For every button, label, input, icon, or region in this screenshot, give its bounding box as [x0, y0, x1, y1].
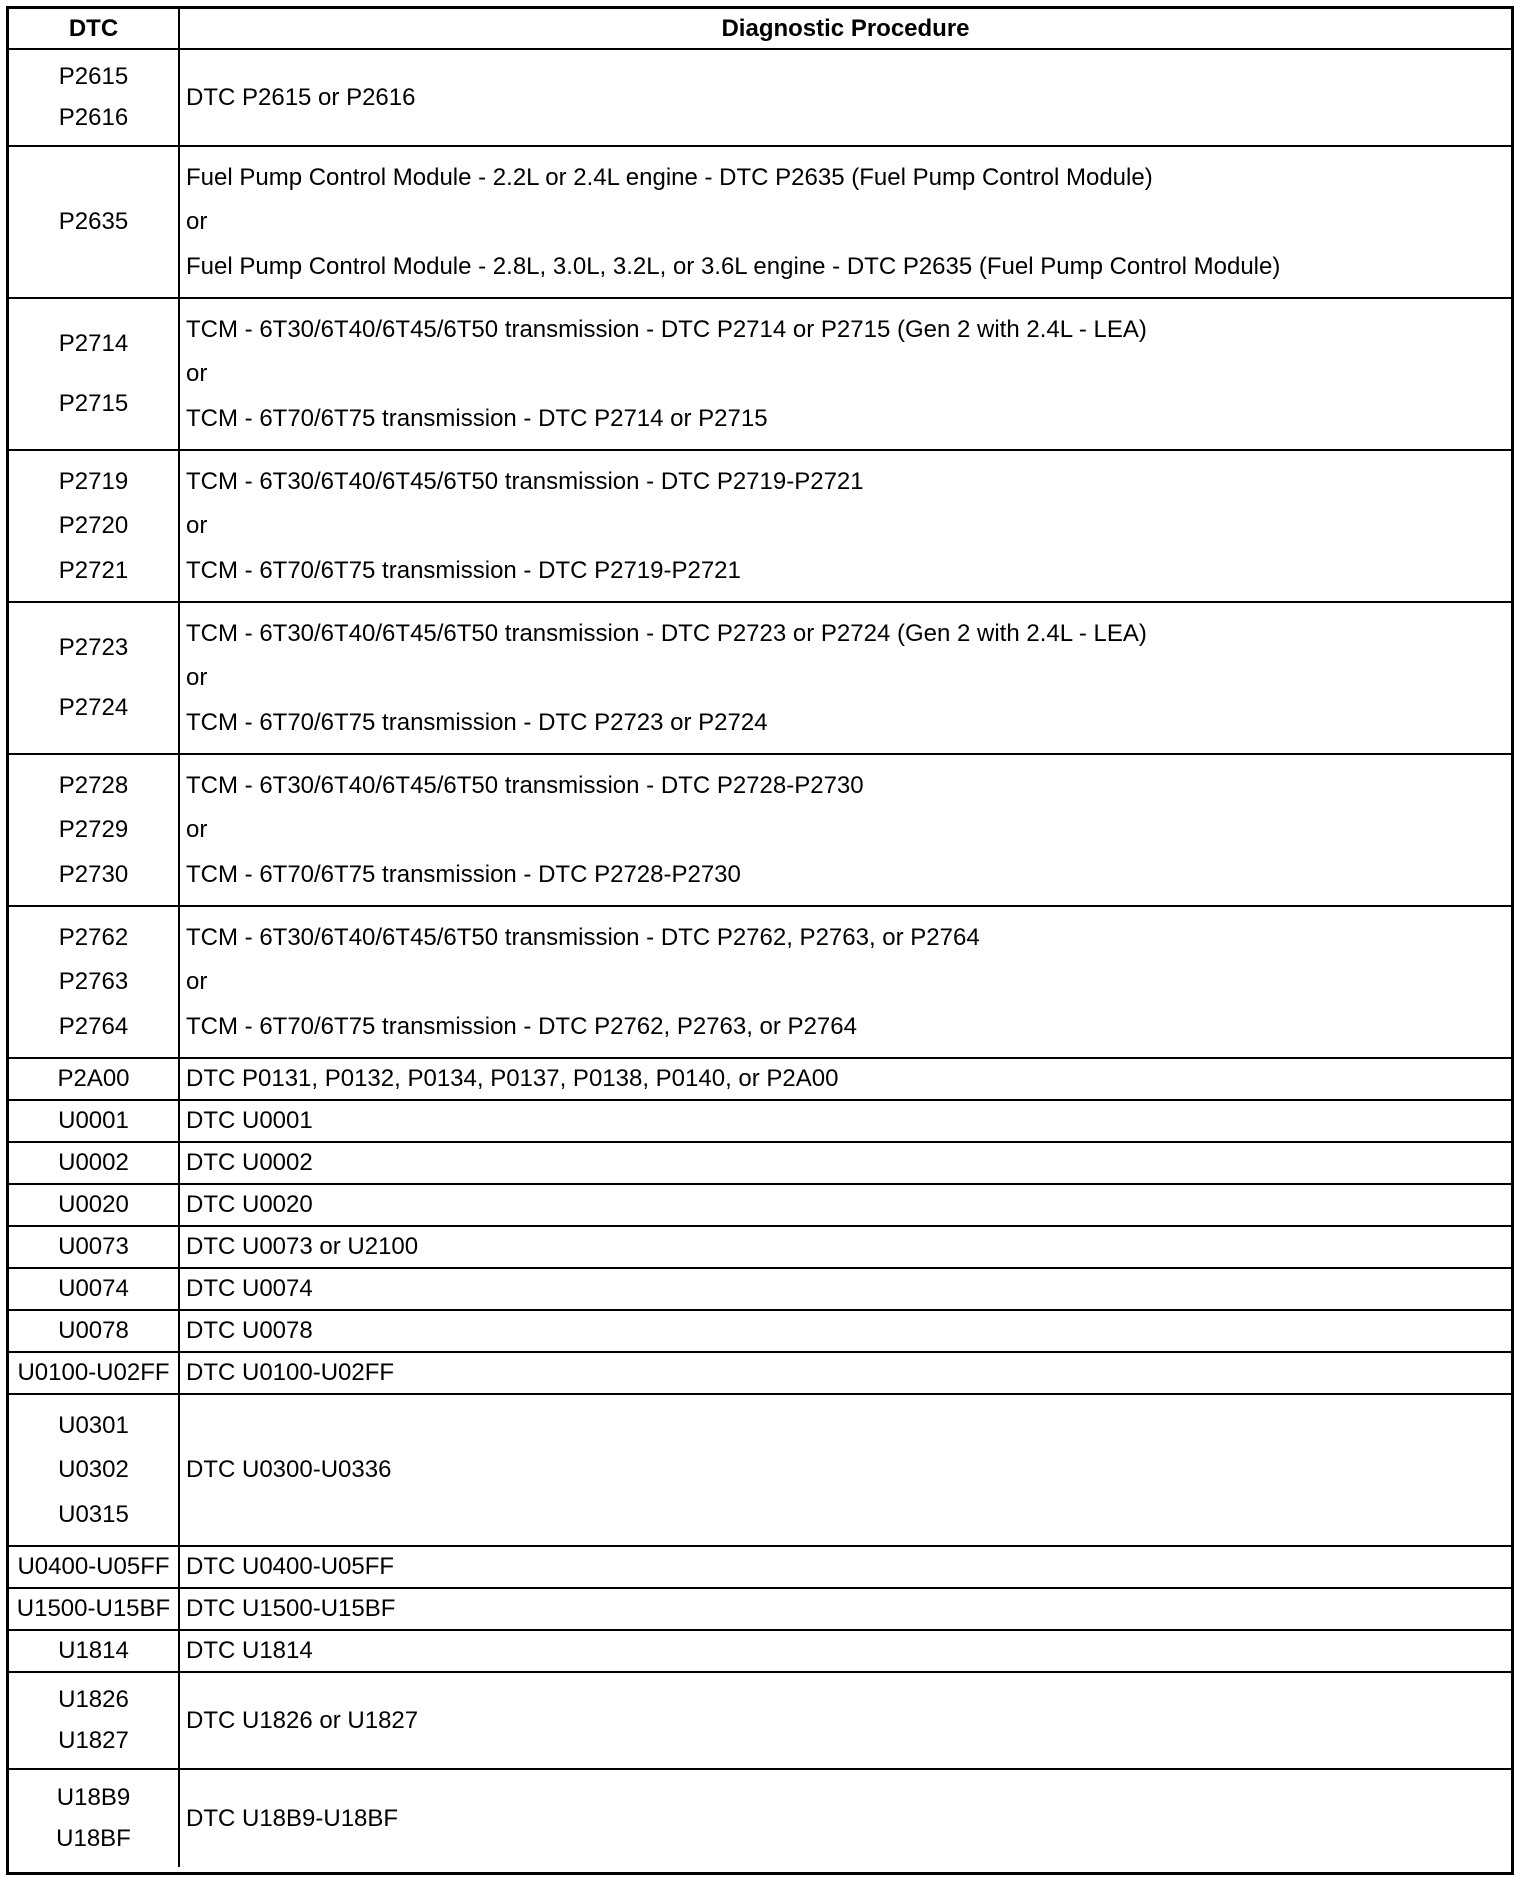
dtc-code: P2616	[58, 104, 129, 131]
procedure-text: or	[186, 816, 208, 843]
procedure-cell	[180, 1059, 1511, 1101]
procedure-cell	[180, 1395, 1511, 1547]
dtc-cell	[9, 147, 180, 299]
dtc-code: P2724	[58, 693, 129, 721]
dtc-cell	[9, 50, 180, 147]
dtc-cell	[9, 1311, 180, 1353]
procedure-text: DTC U0073 or U2100	[186, 1233, 419, 1260]
procedure-cell	[180, 755, 1511, 907]
dtc-cell	[9, 1589, 180, 1631]
dtc-code: U0078	[58, 1317, 129, 1344]
dtc-code: U0315	[58, 1500, 129, 1528]
dtc-cell	[9, 1059, 180, 1101]
dtc-cell	[9, 1185, 180, 1227]
procedure-cell	[180, 1547, 1511, 1589]
dtc-code: U0301	[58, 1411, 129, 1439]
procedure-text: Fuel Pump Control Module - 2.8L, 3.0L, 3.2L, or 3.6L engine - DTC P2635 (Fuel Pump Control Module)	[186, 252, 1281, 280]
procedure-text: DTC U18B9-U18BF	[186, 1804, 399, 1832]
procedure-text: or	[186, 360, 208, 387]
dtc-cell	[9, 907, 180, 1059]
procedure-text: DTC U0002	[186, 1149, 313, 1176]
procedure-text: TCM - 6T70/6T75 transmission - DTC P2714 or P2715	[186, 404, 768, 432]
procedure-text: DTC P2615 or P2616	[186, 83, 416, 111]
procedure-text: TCM - 6T30/6T40/6T45/6T50 transmission - DTC P2723 or P2724 (Gen 2 with 2.4L - LEA)	[186, 619, 1147, 647]
procedure-text: DTC U0300-U0336	[186, 1456, 392, 1483]
procedure-text: or	[186, 512, 208, 539]
procedure-cell	[180, 451, 1511, 603]
dtc-code: P2A00	[57, 1065, 130, 1092]
dtc-code: P2719	[58, 467, 129, 495]
dtc-code: P2728	[58, 771, 129, 799]
procedure-text: or	[186, 664, 208, 691]
dtc-code: P2762	[58, 923, 129, 951]
procedure-text: DTC P0131, P0132, P0134, P0137, P0138, P0140, or P2A00	[186, 1065, 839, 1092]
procedure-text: TCM - 6T70/6T75 transmission - DTC P2719-P2721	[186, 556, 741, 584]
procedure-text: or	[186, 208, 208, 235]
dtc-code: U1500-U15BF	[16, 1595, 171, 1622]
procedure-text: DTC U0001	[186, 1107, 313, 1134]
dtc-code: U0002	[58, 1149, 129, 1176]
dtc-code: U0020	[58, 1191, 129, 1218]
procedure-cell	[180, 1631, 1511, 1673]
dtc-code: U1827	[58, 1727, 129, 1754]
procedure-cell	[180, 1227, 1511, 1269]
dtc-code: P2715	[58, 389, 129, 417]
dtc-code: P2723	[58, 634, 129, 662]
procedure-text: TCM - 6T70/6T75 transmission - DTC P2762, P2763, or P2764	[186, 1012, 857, 1040]
dtc-cell	[9, 299, 180, 451]
procedure-text: TCM - 6T30/6T40/6T45/6T50 transmission - DTC P2728-P2730	[186, 771, 864, 799]
dtc-code: P2720	[58, 512, 129, 539]
dtc-cell	[9, 1673, 180, 1770]
procedure-cell	[180, 147, 1511, 299]
dtc-cell	[9, 1269, 180, 1311]
dtc-cell	[9, 1101, 180, 1143]
procedure-cell	[180, 299, 1511, 451]
dtc-code: P2714	[58, 330, 129, 358]
dtc-code: U0074	[58, 1275, 129, 1302]
dtc-code: P2764	[58, 1012, 129, 1040]
dtc-code: U0302	[58, 1456, 129, 1483]
procedure-text: DTC U1826 or U1827	[186, 1706, 419, 1734]
procedure-cell	[180, 1185, 1511, 1227]
dtc-code: P2635	[58, 208, 129, 235]
procedure-text: or	[186, 968, 208, 995]
procedure-text: DTC U1500-U15BF	[186, 1595, 396, 1622]
procedure-cell	[180, 907, 1511, 1059]
dtc-code: P2729	[58, 816, 129, 843]
header-dtc	[9, 9, 180, 50]
header-procedure-label: Diagnostic Procedure	[721, 14, 970, 42]
dtc-cell	[9, 1631, 180, 1673]
procedure-cell	[180, 1143, 1511, 1185]
procedure-text: DTC U0400-U05FF	[186, 1553, 395, 1580]
procedure-text: TCM - 6T30/6T40/6T45/6T50 transmission - DTC P2719-P2721	[186, 467, 864, 495]
procedure-cell	[180, 1311, 1511, 1353]
procedure-cell	[180, 603, 1511, 755]
dtc-cell	[9, 1143, 180, 1185]
dtc-code: U18BF	[56, 1825, 131, 1853]
procedure-text: DTC U0078	[186, 1317, 313, 1344]
procedure-text: Fuel Pump Control Module - 2.2L or 2.4L engine - DTC P2635 (Fuel Pump Control Module)	[186, 163, 1153, 191]
procedure-text: DTC U0020	[186, 1191, 313, 1218]
header-dtc-label: DTC	[68, 14, 119, 42]
dtc-code: U0400-U05FF	[17, 1553, 170, 1580]
dtc-cell	[9, 755, 180, 907]
procedure-cell	[180, 50, 1511, 147]
procedure-text: TCM - 6T30/6T40/6T45/6T50 transmission - DTC P2714 or P2715 (Gen 2 with 2.4L - LEA)	[186, 315, 1147, 343]
dtc-code: U18B9	[56, 1783, 131, 1811]
dtc-cell	[9, 1547, 180, 1589]
procedure-text: TCM - 6T70/6T75 transmission - DTC P2728-P2730	[186, 860, 741, 888]
procedure-cell	[180, 1589, 1511, 1631]
procedure-text: DTC U1814	[186, 1637, 313, 1664]
procedure-cell	[180, 1269, 1511, 1311]
dtc-code: P2730	[58, 860, 129, 888]
procedure-text: DTC U0074	[186, 1275, 313, 1302]
procedure-cell	[180, 1101, 1511, 1143]
dtc-code: U1814	[58, 1637, 129, 1664]
procedure-text: TCM - 6T30/6T40/6T45/6T50 transmission - DTC P2762, P2763, or P2764	[186, 923, 980, 951]
dtc-code: U0100-U02FF	[17, 1359, 170, 1386]
dtc-code: P2763	[58, 968, 129, 995]
dtc-cell	[9, 1770, 180, 1867]
dtc-code: P2721	[58, 556, 129, 584]
dtc-code: P2615	[58, 63, 129, 90]
dtc-table	[6, 6, 1514, 1875]
procedure-cell	[180, 1770, 1511, 1867]
dtc-cell	[9, 1353, 180, 1395]
procedure-text: DTC U0100-U02FF	[186, 1359, 395, 1386]
dtc-cell	[9, 1395, 180, 1547]
dtc-cell	[9, 603, 180, 755]
procedure-cell	[180, 1353, 1511, 1395]
procedure-cell	[180, 1673, 1511, 1770]
header-procedure	[180, 9, 1511, 50]
dtc-cell	[9, 451, 180, 603]
dtc-cell	[9, 1227, 180, 1269]
dtc-code: U1826	[58, 1686, 129, 1713]
dtc-code: U0001	[58, 1107, 129, 1134]
dtc-code: U0073	[58, 1233, 129, 1260]
procedure-text: TCM - 6T70/6T75 transmission - DTC P2723 or P2724	[186, 708, 768, 736]
